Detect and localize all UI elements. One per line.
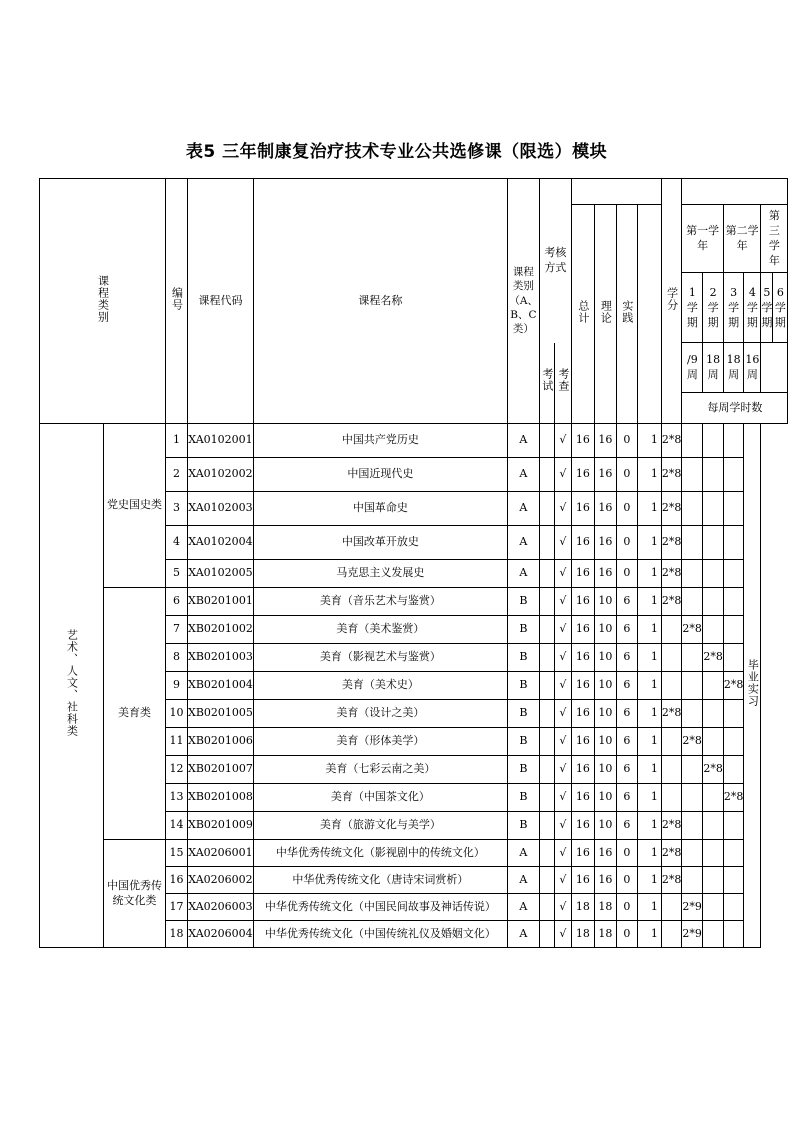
row-code: XB0201005	[188, 700, 254, 728]
row-name: 中华优秀传统文化（中国民间故事及神话传说）	[253, 894, 507, 921]
row-credit: 1	[637, 492, 661, 526]
row-number: 14	[166, 812, 188, 840]
header-sem5: 5学期	[761, 273, 773, 343]
row-sem1	[661, 784, 682, 812]
row-sem1: 2*8	[661, 867, 682, 894]
row-total: 16	[571, 700, 594, 728]
row-sem3	[703, 867, 724, 894]
row-type: B	[507, 728, 539, 756]
row-sem3	[703, 492, 724, 526]
row-check: √	[554, 560, 571, 588]
row-name: 美育（中国茶文化）	[253, 784, 507, 812]
row-sem2	[682, 588, 703, 616]
row-exam	[539, 588, 554, 616]
row-theory: 10	[594, 700, 616, 728]
header-hours-blank	[571, 179, 661, 205]
row-code: XB0201008	[188, 784, 254, 812]
row-sem2	[682, 458, 703, 492]
row-check: √	[554, 867, 571, 894]
row-sem2: 2*9	[682, 921, 703, 948]
row-sem4	[723, 424, 744, 458]
header-year3: 第三学年	[761, 205, 788, 273]
row-theory: 10	[594, 784, 616, 812]
row-sem1	[661, 756, 682, 784]
row-sem2	[682, 644, 703, 672]
table-row	[40, 840, 788, 867]
row-sem4	[723, 644, 744, 672]
row-sem1	[661, 672, 682, 700]
row-practice: 6	[616, 784, 637, 812]
row-sem1: 2*8	[661, 424, 682, 458]
row-check: √	[554, 894, 571, 921]
row-practice: 6	[616, 672, 637, 700]
row-name: 美育（七彩云南之美）	[253, 756, 507, 784]
row-total: 16	[571, 784, 594, 812]
header-name: 课程名称	[253, 179, 507, 424]
row-type: B	[507, 588, 539, 616]
page-title: 表5 三年制康复治疗技术专业公共选修课（限选）模块	[185, 142, 608, 162]
row-practice: 6	[616, 756, 637, 784]
table-row	[40, 588, 788, 616]
row-code: XB0201006	[188, 728, 254, 756]
row-total: 16	[571, 560, 594, 588]
row-exam	[539, 728, 554, 756]
row-exam	[539, 700, 554, 728]
row-exam	[539, 492, 554, 526]
row-practice: 6	[616, 616, 637, 644]
row-code: XB0201002	[188, 616, 254, 644]
row-total: 16	[571, 492, 594, 526]
row-total: 16	[571, 458, 594, 492]
row-sem4	[723, 728, 744, 756]
row-check: √	[554, 492, 571, 526]
row-theory: 16	[594, 492, 616, 526]
row-theory: 16	[594, 424, 616, 458]
row-sem2	[682, 784, 703, 812]
row-check: √	[554, 812, 571, 840]
row-sem2: 2*8	[682, 728, 703, 756]
row-sem4: 2*8	[723, 672, 744, 700]
row-sem2: 2*9	[682, 894, 703, 921]
row-name: 美育（旅游文化与美学）	[253, 812, 507, 840]
row-total: 16	[571, 867, 594, 894]
row-sem3	[703, 560, 724, 588]
row-code: XA0102004	[188, 526, 254, 560]
row-check: √	[554, 784, 571, 812]
row-type: A	[507, 458, 539, 492]
row-sem4	[723, 560, 744, 588]
row-name: 美育（音乐艺术与鉴赏）	[253, 588, 507, 616]
row-exam	[539, 458, 554, 492]
subgroup-cell: 中国优秀传统文化类	[104, 840, 166, 948]
row-sem3: 2*8	[703, 644, 724, 672]
header-sem6: 6学期	[773, 273, 788, 343]
row-credit: 1	[637, 700, 661, 728]
row-credit: 1	[637, 921, 661, 948]
row-number: 12	[166, 756, 188, 784]
row-theory: 18	[594, 894, 616, 921]
row-check: √	[554, 840, 571, 867]
row-theory: 10	[594, 756, 616, 784]
row-theory: 18	[594, 921, 616, 948]
header-sem1: 1学期	[682, 273, 703, 343]
row-total: 16	[571, 526, 594, 560]
row-exam	[539, 616, 554, 644]
row-sem4: 2*8	[723, 784, 744, 812]
header-wk3: 18周	[723, 343, 744, 393]
row-number: 7	[166, 616, 188, 644]
row-sem3	[703, 700, 724, 728]
row-sem3	[703, 672, 724, 700]
row-sem3	[703, 921, 724, 948]
row-sem4	[723, 921, 744, 948]
header-theory: 理论	[594, 205, 616, 424]
row-sem3	[703, 840, 724, 867]
row-type: A	[507, 840, 539, 867]
row-exam	[539, 756, 554, 784]
row-credit: 1	[637, 672, 661, 700]
row-code: XB0201004	[188, 672, 254, 700]
row-type: B	[507, 672, 539, 700]
row-practice: 0	[616, 492, 637, 526]
row-sem4	[723, 840, 744, 867]
header-total: 总计	[571, 205, 594, 424]
row-type: A	[507, 921, 539, 948]
row-sem4	[723, 458, 744, 492]
row-sem4	[723, 867, 744, 894]
row-name: 美育（形体美学）	[253, 728, 507, 756]
header-wk2: 18周	[703, 343, 724, 393]
row-exam	[539, 424, 554, 458]
row-sem2	[682, 672, 703, 700]
row-exam	[539, 867, 554, 894]
row-sem2	[682, 812, 703, 840]
row-sem2	[682, 560, 703, 588]
row-check: √	[554, 644, 571, 672]
row-type: A	[507, 894, 539, 921]
row-code: XB0201001	[188, 588, 254, 616]
row-sem2	[682, 492, 703, 526]
row-practice: 0	[616, 840, 637, 867]
row-theory: 10	[594, 644, 616, 672]
row-sem4	[723, 492, 744, 526]
row-type: B	[507, 756, 539, 784]
row-number: 8	[166, 644, 188, 672]
row-type: B	[507, 700, 539, 728]
row-code: XB0201007	[188, 756, 254, 784]
header-semester-blank	[682, 179, 788, 205]
header-sem3: 3学期	[723, 273, 744, 343]
row-sem1: 2*8	[661, 560, 682, 588]
row-theory: 10	[594, 616, 616, 644]
header-wk4: 16周	[744, 343, 761, 393]
row-exam	[539, 812, 554, 840]
row-total: 16	[571, 588, 594, 616]
row-number: 11	[166, 728, 188, 756]
row-total: 16	[571, 840, 594, 867]
row-sem3	[703, 616, 724, 644]
row-sem1: 2*8	[661, 492, 682, 526]
row-credit: 1	[637, 644, 661, 672]
row-total: 16	[571, 728, 594, 756]
header-wk-blank	[761, 343, 788, 393]
row-type: B	[507, 616, 539, 644]
row-credit: 1	[637, 812, 661, 840]
header-code: 课程代码	[188, 179, 254, 424]
row-sem1: 2*8	[661, 840, 682, 867]
row-total: 18	[571, 894, 594, 921]
row-sem3	[703, 526, 724, 560]
row-name: 中华优秀传统文化（影视剧中的传统文化）	[253, 840, 507, 867]
row-theory: 10	[594, 728, 616, 756]
row-practice: 6	[616, 728, 637, 756]
row-name: 美育（美术鉴赏）	[253, 616, 507, 644]
row-number: 2	[166, 458, 188, 492]
row-code: XB0201009	[188, 812, 254, 840]
row-check: √	[554, 424, 571, 458]
row-type: A	[507, 492, 539, 526]
row-name: 中华优秀传统文化（中国传统礼仪及婚姻文化）	[253, 921, 507, 948]
row-exam	[539, 644, 554, 672]
row-sem4	[723, 894, 744, 921]
row-credit: 1	[637, 894, 661, 921]
row-practice: 6	[616, 588, 637, 616]
row-sem2	[682, 424, 703, 458]
row-sem3	[703, 728, 724, 756]
row-sem1: 2*8	[661, 812, 682, 840]
row-number: 17	[166, 894, 188, 921]
row-credit: 1	[637, 560, 661, 588]
row-type: A	[507, 560, 539, 588]
header-year1: 第一学年	[682, 205, 724, 273]
header-check: 考查	[554, 343, 571, 424]
row-sem1	[661, 921, 682, 948]
header-type: 课程类别（A、B、C类）	[507, 179, 539, 424]
row-type: B	[507, 784, 539, 812]
row-credit: 1	[637, 756, 661, 784]
row-type: B	[507, 812, 539, 840]
row-code: XA0206001	[188, 840, 254, 867]
header-wk1: /9周	[682, 343, 703, 393]
row-exam	[539, 526, 554, 560]
row-number: 13	[166, 784, 188, 812]
row-sem3	[703, 588, 724, 616]
row-number: 1	[166, 424, 188, 458]
row-credit: 1	[637, 458, 661, 492]
row-theory: 16	[594, 458, 616, 492]
row-practice: 0	[616, 424, 637, 458]
row-sem4	[723, 700, 744, 728]
row-code: XA0206003	[188, 894, 254, 921]
row-number: 16	[166, 867, 188, 894]
row-credit: 1	[637, 424, 661, 458]
row-theory: 16	[594, 560, 616, 588]
row-code: XA0102005	[188, 560, 254, 588]
row-practice: 0	[616, 867, 637, 894]
row-total: 16	[571, 672, 594, 700]
row-practice: 0	[616, 526, 637, 560]
row-sem2	[682, 840, 703, 867]
row-name: 美育（设计之美）	[253, 700, 507, 728]
row-check: √	[554, 458, 571, 492]
row-practice: 6	[616, 644, 637, 672]
row-theory: 16	[594, 526, 616, 560]
row-type: A	[507, 424, 539, 458]
row-check: √	[554, 526, 571, 560]
row-name: 美育（影视艺术与鉴赏）	[253, 644, 507, 672]
row-credit: 1	[637, 728, 661, 756]
row-sem2	[682, 867, 703, 894]
row-number: 4	[166, 526, 188, 560]
row-theory: 16	[594, 840, 616, 867]
header-sem2: 2学期	[703, 273, 724, 343]
row-number: 3	[166, 492, 188, 526]
row-sem2	[682, 700, 703, 728]
row-practice: 0	[616, 894, 637, 921]
row-code: XA0102002	[188, 458, 254, 492]
sem6-blank	[761, 424, 788, 948]
row-sem4	[723, 616, 744, 644]
internship-cell: 毕业实习	[744, 424, 761, 948]
row-practice: 0	[616, 458, 637, 492]
row-type: A	[507, 526, 539, 560]
row-code: XA0102001	[188, 424, 254, 458]
row-check: √	[554, 588, 571, 616]
row-check: √	[554, 616, 571, 644]
row-exam	[539, 894, 554, 921]
table-row	[40, 424, 788, 458]
row-check: √	[554, 728, 571, 756]
group-cell: 艺术、人文、社科类	[40, 424, 104, 948]
row-number: 15	[166, 840, 188, 867]
row-credit: 1	[637, 840, 661, 867]
row-number: 5	[166, 560, 188, 588]
row-credit: 1	[637, 784, 661, 812]
row-credit: 1	[637, 526, 661, 560]
header-year2: 第二学年	[723, 205, 761, 273]
row-sem2	[682, 756, 703, 784]
row-code: XB0201003	[188, 644, 254, 672]
row-practice: 0	[616, 560, 637, 588]
row-total: 16	[571, 644, 594, 672]
row-total: 16	[571, 424, 594, 458]
row-sem1	[661, 728, 682, 756]
row-check: √	[554, 700, 571, 728]
row-practice: 6	[616, 812, 637, 840]
row-code: XA0206004	[188, 921, 254, 948]
row-sem3	[703, 458, 724, 492]
row-name: 中国改革开放史	[253, 526, 507, 560]
row-check: √	[554, 672, 571, 700]
row-sem2: 2*8	[682, 616, 703, 644]
row-total: 18	[571, 921, 594, 948]
row-type: B	[507, 644, 539, 672]
row-credit: 1	[637, 616, 661, 644]
header-credit: 学分	[661, 179, 682, 424]
row-name: 中国革命史	[253, 492, 507, 526]
row-total: 16	[571, 616, 594, 644]
row-exam	[539, 672, 554, 700]
row-name: 马克思主义发展史	[253, 560, 507, 588]
row-sem4	[723, 756, 744, 784]
row-theory: 10	[594, 672, 616, 700]
row-credit: 1	[637, 588, 661, 616]
row-theory: 16	[594, 867, 616, 894]
header-category: 课程类别	[40, 179, 166, 424]
row-sem1: 2*8	[661, 458, 682, 492]
row-check: √	[554, 756, 571, 784]
row-sem1	[661, 616, 682, 644]
subgroup-cell: 美育类	[104, 588, 166, 840]
course-table	[39, 178, 788, 948]
subgroup-cell: 党史国史类	[104, 424, 166, 588]
row-name: 中华优秀传统文化（唐诗宋词赏析）	[253, 867, 507, 894]
row-exam	[539, 560, 554, 588]
row-name: 美育（美术史）	[253, 672, 507, 700]
row-practice: 0	[616, 921, 637, 948]
row-theory: 10	[594, 588, 616, 616]
header-number: 编号	[166, 179, 188, 424]
row-sem1: 2*8	[661, 588, 682, 616]
row-sem4	[723, 588, 744, 616]
row-number: 6	[166, 588, 188, 616]
row-sem3	[703, 424, 724, 458]
row-code: XA0206002	[188, 867, 254, 894]
row-practice: 6	[616, 700, 637, 728]
row-sem2	[682, 526, 703, 560]
header-sem4: 4学期	[744, 273, 761, 343]
row-sem1	[661, 894, 682, 921]
row-sem1: 2*8	[661, 700, 682, 728]
header-practice: 实践	[616, 205, 637, 424]
row-sem4	[723, 812, 744, 840]
row-number: 9	[166, 672, 188, 700]
row-total: 16	[571, 756, 594, 784]
row-sem3: 2*8	[703, 756, 724, 784]
row-code: XA0102003	[188, 492, 254, 526]
row-exam	[539, 784, 554, 812]
row-exam	[539, 921, 554, 948]
header-hours-gap	[637, 205, 661, 424]
row-credit: 1	[637, 867, 661, 894]
row-exam	[539, 840, 554, 867]
row-name: 中国共产党历史	[253, 424, 507, 458]
header-exam: 考试	[539, 343, 554, 424]
row-sem4	[723, 526, 744, 560]
row-sem3	[703, 894, 724, 921]
row-number: 18	[166, 921, 188, 948]
row-type: A	[507, 867, 539, 894]
row-total: 16	[571, 812, 594, 840]
row-sem3	[703, 784, 724, 812]
header-assessment: 考核方式	[539, 179, 571, 343]
row-name: 中国近现代史	[253, 458, 507, 492]
row-number: 10	[166, 700, 188, 728]
header-weekly-hours: 每周学时数	[682, 393, 788, 424]
row-sem1: 2*8	[661, 526, 682, 560]
row-check: √	[554, 921, 571, 948]
row-theory: 10	[594, 812, 616, 840]
row-sem1	[661, 644, 682, 672]
row-sem3	[703, 812, 724, 840]
